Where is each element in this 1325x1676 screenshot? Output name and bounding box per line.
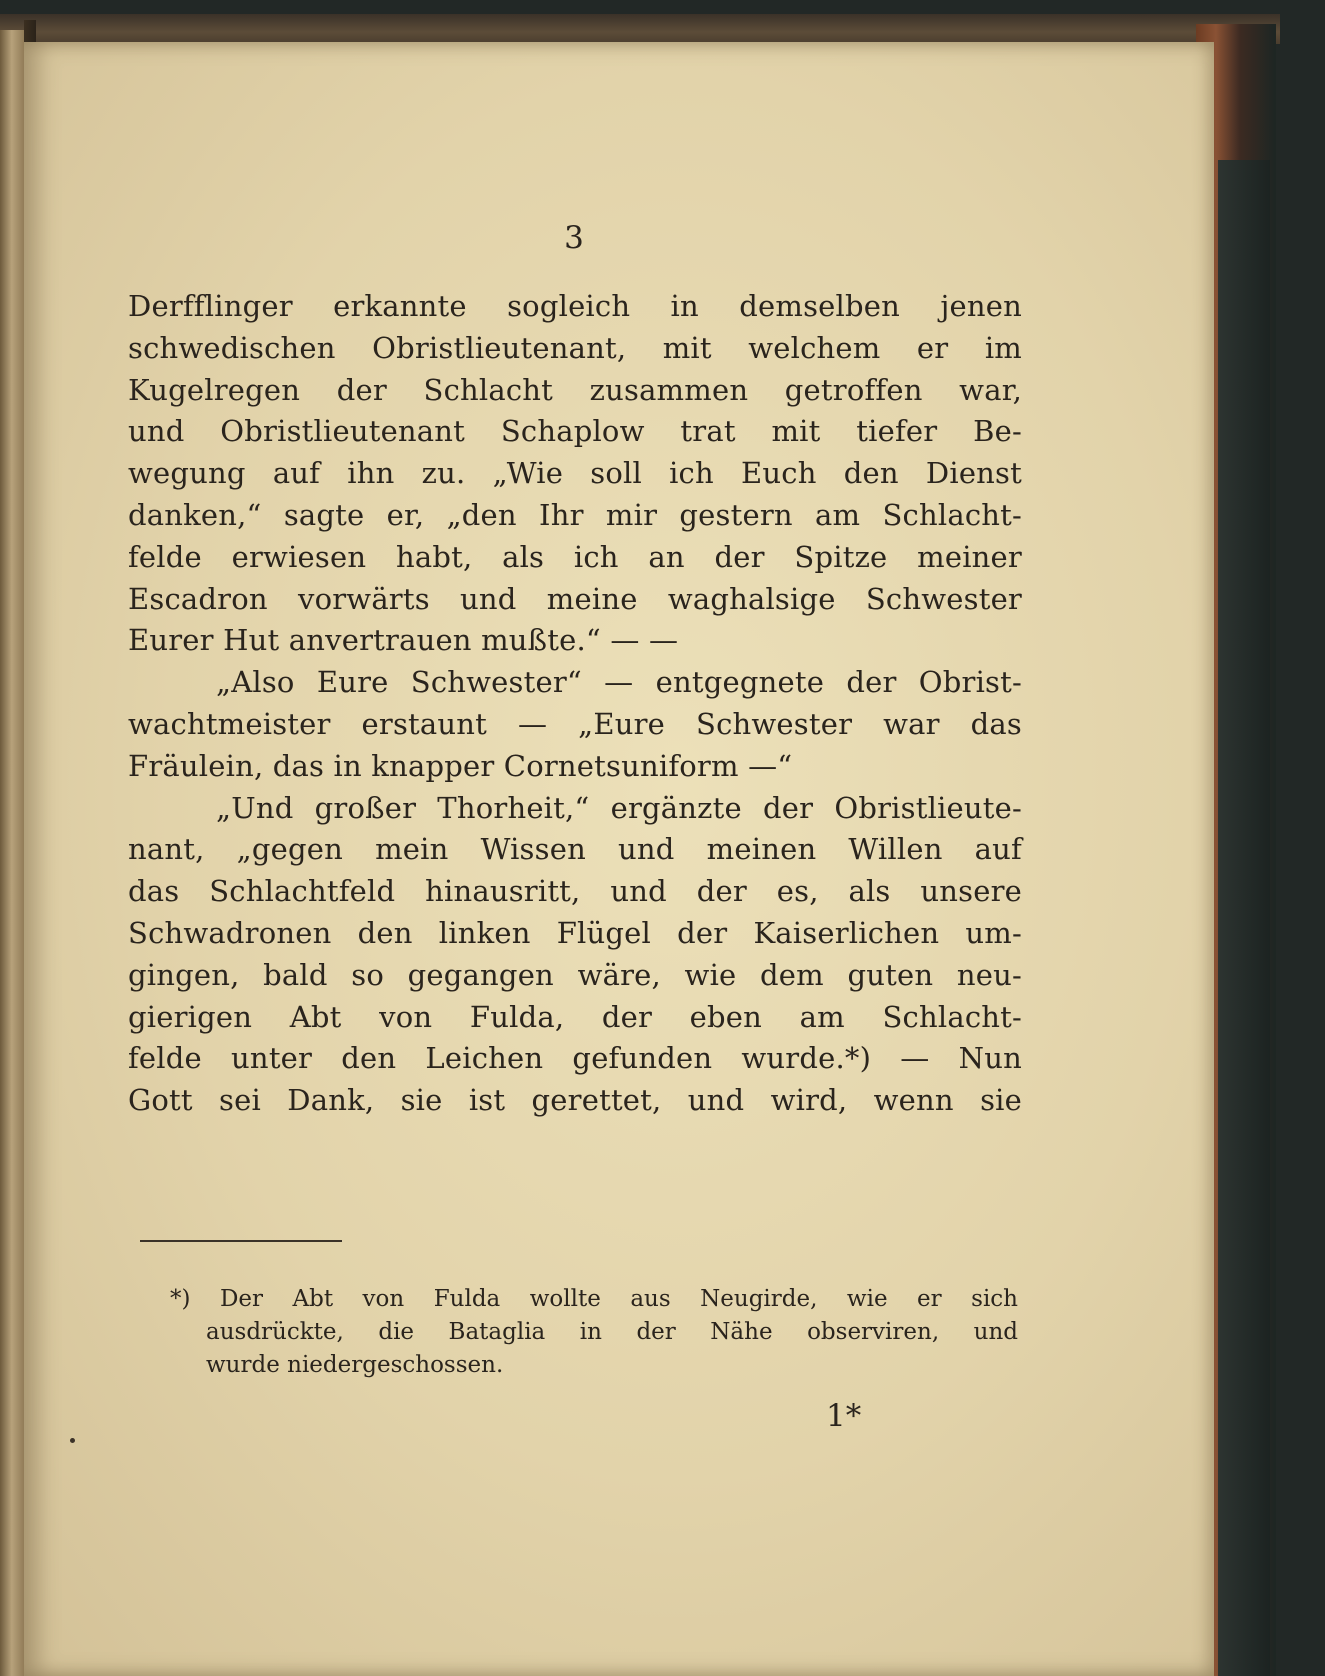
top-binding-edge [0, 14, 1280, 44]
text-line: gierigen Abt von Fulda, der eben am Schlacht- [128, 999, 1022, 1034]
ink-speck [70, 1438, 75, 1443]
text-line: wachtmeister erstaunt — „Eure Schwester war das [128, 706, 1022, 741]
text-line: Derfflinger erkannte sogleich in demselben jenen [128, 289, 1022, 323]
text-line: Gott sei Dank, sie ist gerettet, und wird, wenn sie [128, 1083, 1022, 1118]
text-line: wegung auf ihn zu. „Wie soll ich Euch den Dienst [128, 456, 1022, 491]
body-text [128, 286, 1022, 1122]
page-number: 3 [564, 220, 584, 256]
text-line: Eurer Hut anvertrauen mußte.“ — — [128, 623, 679, 658]
text-line: nant, „gegen mein Wissen und meinen Willen auf [128, 832, 1022, 867]
text-line: Fräulein, das in knapper Cornetsuniform —“ [128, 748, 793, 783]
text-line: danken,“ sagte er, „den Ihr mir gestern am Schlacht- [128, 497, 1022, 532]
text-line: schwedischen Obristlieutenant, mit welchem er im [128, 330, 1022, 365]
footnote-line: wurde niedergeschossen. [206, 1352, 504, 1378]
text-line: Schwadronen den linken Flügel der Kaiserlichen um- [128, 915, 1022, 950]
text-line: das Schlachtfeld hinausritt, und der es, als unsere [128, 874, 1022, 909]
text-line: „Also Eure Schwester“ — entgegnete der Obrist- [216, 665, 1022, 700]
footnote [170, 1283, 1018, 1382]
text-line: felde unter den Leichen gefunden wurde.*) — Nun [128, 1041, 1022, 1076]
text-line: Escadron vorwärts und meine waghalsige Schwester [128, 581, 1022, 616]
left-page-edge [0, 30, 26, 1676]
text-line: und Obristlieutenant Schaplow trat mit tiefer Be- [128, 414, 1022, 449]
text-line: gingen, bald so gegangen wäre, wie dem guten neu- [128, 957, 1022, 992]
footnote-rule [140, 1240, 342, 1242]
cover-board [1218, 160, 1270, 1676]
text-line: felde erwiesen habt, als ich an der Spitze meiner [128, 539, 1022, 574]
text-line: Kugelregen der Schlacht zusammen getroffen war, [128, 372, 1022, 407]
footnote-line: *) Der Abt von Fulda wollte aus Neugirde, wie er sich [170, 1286, 1018, 1312]
text-line: „Und großer Thorheit,“ ergänzte der Obristlieute- [216, 790, 1022, 825]
signature-mark: 1* [826, 1398, 862, 1434]
footnote-line: ausdrückte, die Bataglia in der Nähe observiren, und [206, 1319, 1018, 1345]
